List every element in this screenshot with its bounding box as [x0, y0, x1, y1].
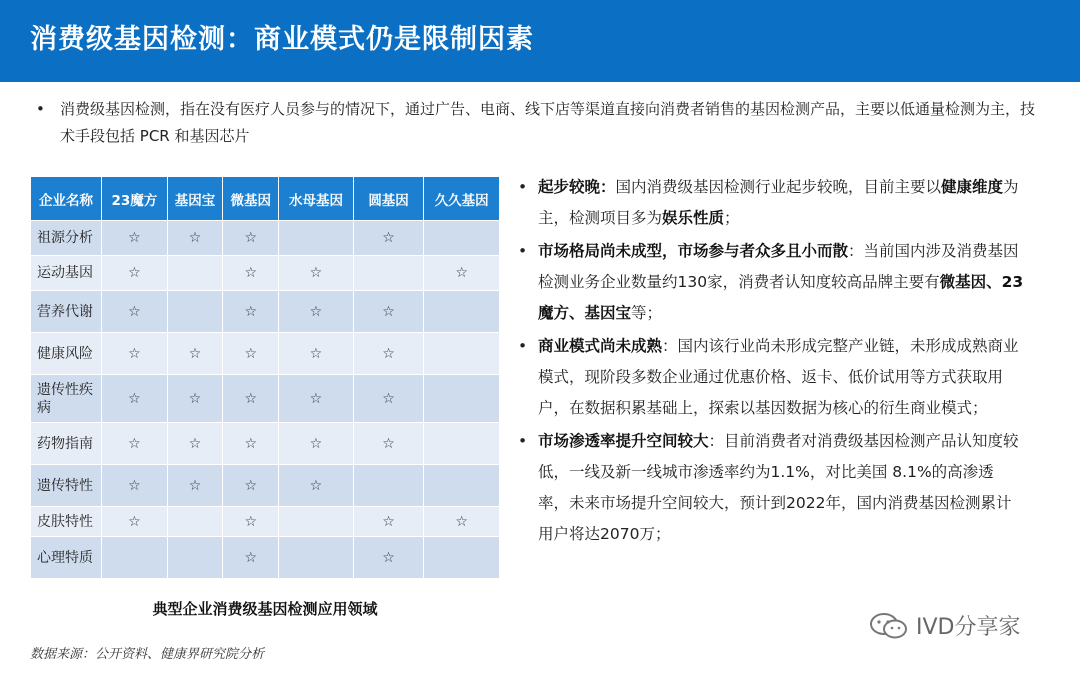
table-cell: ☆ [167, 423, 223, 465]
table-cell: ☆ [279, 291, 354, 333]
table-cell: ☆ [102, 221, 168, 256]
table-cell: ☆ [167, 375, 223, 423]
point-text-bold: 商业模式尚未成熟 [538, 337, 663, 355]
row-label: 健康风险 [31, 333, 102, 375]
table-cell: ☆ [424, 507, 500, 537]
table-cell: ☆ [279, 465, 354, 507]
table-cell: ☆ [279, 333, 354, 375]
table-cell: ☆ [167, 465, 223, 507]
row-label: 遗传特性 [31, 465, 102, 507]
point-text-bold: 娱乐性质 [662, 209, 725, 227]
table-cell: ☆ [102, 423, 168, 465]
table-cell: ☆ [353, 333, 424, 375]
point-text-bold: 起步较晚： [538, 178, 616, 196]
table-cell: ☆ [223, 465, 279, 507]
table-header-cell: 微基因 [223, 177, 279, 221]
row-label-text: 遗传性疾病 [37, 381, 93, 416]
point-text-bold: 微基因、23 魔方、基因宝 [538, 273, 1024, 322]
point-text: ； [724, 209, 740, 227]
table-row [31, 537, 500, 579]
table-cell: ☆ [223, 221, 279, 256]
table-header-cell: 水母基因 [279, 177, 354, 221]
table-cell [279, 221, 354, 256]
table-cell [167, 256, 223, 291]
data-source-note: 数据来源：公开资料、健康界研究院分析 [30, 647, 265, 662]
table-cell [353, 256, 424, 291]
table-cell: ☆ [424, 256, 500, 291]
list-item [514, 236, 1024, 329]
table-cell: ☆ [223, 507, 279, 537]
table-header-cell: 企业名称 [31, 177, 102, 221]
point-text: ：目前消费者对消费级基因检测产品认知度较低，一线及新一线城市渗透率约为1.1%，对比美国 8.1%的高渗透率，未来市场提升空间较大，预计到2022年，国内消费基因检测累计用户将达2070万； [538, 432, 1019, 543]
row-label [31, 375, 102, 423]
table-cell: ☆ [102, 465, 168, 507]
table-row [31, 507, 500, 537]
watermark [868, 610, 1020, 641]
table-cell [424, 291, 500, 333]
table-cell [167, 291, 223, 333]
row-label: 心理特质 [31, 537, 102, 579]
table-cell: ☆ [353, 291, 424, 333]
table-cell [102, 537, 168, 579]
table-cell: ☆ [102, 256, 168, 291]
table-cell: ☆ [223, 423, 279, 465]
table-cell [424, 221, 500, 256]
row-label: 皮肤特性 [31, 507, 102, 537]
bullet-icon: • [36, 100, 45, 118]
table-cell [279, 507, 354, 537]
table-row [31, 333, 500, 375]
list-item [514, 426, 1024, 550]
point-text: ：国内该行业尚未形成完整产业链，未形成成熟商业模式，现阶段多数企业通过优惠价格、返卡、低价试用等方式获取用户，在数据积累基础上，探索以基因数据为核心的衍生商业模式； [538, 337, 1019, 417]
row-label: 运动基因 [31, 256, 102, 291]
table-cell: ☆ [223, 537, 279, 579]
bullet-icon: • [518, 242, 528, 260]
intro-paragraph [36, 96, 1046, 150]
list-item [514, 172, 1024, 234]
page-title: 消费级基因检测：商业模式仍是限制因素 [30, 24, 534, 55]
table-cell: ☆ [353, 537, 424, 579]
table-cell [424, 423, 500, 465]
table-cell [167, 537, 223, 579]
table-caption: 典型企业消费级基因检测应用领域 [152, 600, 378, 618]
table-row [31, 375, 500, 423]
point-text: ：当前国内涉及消费基因检测业务企业数量约130家，消费者认知度较高品牌主要有 [538, 242, 1019, 291]
table-header-cell: 23魔方 [102, 177, 168, 221]
table-header-row [31, 177, 500, 221]
list-item [514, 331, 1024, 424]
key-points-list [514, 172, 1024, 552]
table-cell: ☆ [279, 375, 354, 423]
table-row [31, 423, 500, 465]
point-text-bold: 市场渗透率提升空间较大 [538, 432, 709, 450]
application-table [30, 176, 500, 579]
table-cell [424, 537, 500, 579]
table-cell: ☆ [279, 256, 354, 291]
watermark-text: IVD分享家 [916, 615, 1021, 640]
table-row [31, 221, 500, 256]
bullet-icon: • [518, 337, 528, 355]
table-cell: ☆ [223, 333, 279, 375]
table-cell [424, 375, 500, 423]
table-header-cell: 圆基因 [353, 177, 424, 221]
table-cell: ☆ [223, 256, 279, 291]
table-cell [279, 537, 354, 579]
table-cell: ☆ [353, 221, 424, 256]
point-text: 国内消费级基因检测行业起步较晚，目前主要以 [615, 178, 942, 196]
table-cell: ☆ [223, 291, 279, 333]
table-row [31, 256, 500, 291]
table-row [31, 291, 500, 333]
table-cell [424, 465, 500, 507]
table-cell: ☆ [102, 375, 168, 423]
table-cell: ☆ [353, 375, 424, 423]
bullet-icon: • [518, 178, 528, 196]
header-bar [0, 0, 1080, 82]
table-header-cell: 基因宝 [167, 177, 223, 221]
table-cell [353, 465, 424, 507]
table-cell: ☆ [279, 423, 354, 465]
row-label: 营养代谢 [31, 291, 102, 333]
intro-text: 消费级基因检测，指在没有医疗人员参与的情况下，通过广告、电商、线下店等渠道直接向消费者销售的基因检测产品，主要以低通量检测为主，技术手段包括 PCR 和基因芯片 [60, 100, 1036, 145]
table-cell: ☆ [102, 507, 168, 537]
point-text: 等； [631, 304, 663, 322]
table-cell [424, 333, 500, 375]
table-row [31, 465, 500, 507]
table-cell: ☆ [353, 507, 424, 537]
table-cell: ☆ [102, 333, 168, 375]
point-text-bold: 健康维度 [941, 178, 1004, 196]
row-label: 药物指南 [31, 423, 102, 465]
bullet-icon: • [518, 432, 528, 450]
table-cell: ☆ [102, 291, 168, 333]
point-text-bold: 市场格局尚未成型，市场参与者众多且小而散 [538, 242, 849, 260]
table-header-cell: 久久基因 [424, 177, 500, 221]
point-text: 为主，检测项目多为 [538, 178, 1019, 227]
table-cell: ☆ [167, 221, 223, 256]
table-cell: ☆ [167, 333, 223, 375]
row-label: 祖源分析 [31, 221, 102, 256]
table-cell: ☆ [223, 375, 279, 423]
wechat-icon [868, 611, 910, 641]
table-cell [167, 507, 223, 537]
table-cell: ☆ [353, 423, 424, 465]
